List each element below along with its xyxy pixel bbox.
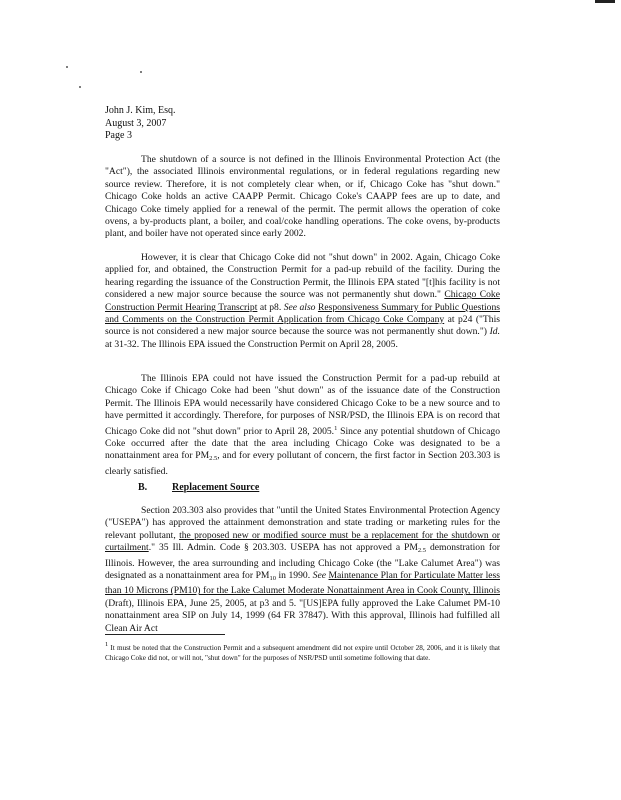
p2-text: However, it is clear that Chicago Coke did not "shut down" in 2002. Again, Chicago Coke applied for, and obtained, the Construction Permit for a pad-up rebuild of the facility. During the hearing regarding the issuance of the Construction Permit, the Illinois EPA stated "[t]his facility is not considered a new major source because the source was not permanently shut down." — [105, 252, 500, 301]
paragraph-replacement-source — [105, 505, 500, 635]
pm-subscript: 2.5 — [209, 455, 218, 463]
recipient-name: John J. Kim, Esq. — [105, 105, 176, 116]
p1-text: Act"), the associated Illinois environmental regulations, or in federal regulations regarding new source review. Therefore, it is not completely clear when, or if, Chicago Coke has "shut down." Chicago Coke holds an active CAAPP Permit. Chicago Coke's CAAPP fees are up to date, and Chicago Coke timely applied for a renewal of the permit. The permit allows the operation of coke ovens, a by-products plant, a boiler, and coal/coke handling operations. The coke ovens, by-products plant, and boiler have not operated since early 2002. — [105, 166, 500, 240]
footnote-divider — [105, 634, 225, 635]
scan-edge-mark — [595, 0, 615, 3]
p4-text: demonstration for Illinois. However, the area surrounding and including Chicago Coke (the "Lake Calumet Area") was designated as a nonattainment area for PM — [105, 542, 501, 582]
p2-text: at 31-32. The Illinois EPA issued the Construction Permit on April 28, 2005. — [105, 338, 398, 350]
scan-speck — [66, 66, 68, 68]
see-signal: See — [312, 570, 326, 582]
p4-text: Section 203.303 also provides that "until the United States Environmental Protection Agency ("USEPA") has approved the attainment demonstration and state trading or marketing rules for the relevant pollutant, — [105, 505, 500, 541]
footnote-reference: 1 — [334, 424, 338, 432]
footnote — [105, 640, 500, 663]
paragraph-nsr-psd — [105, 373, 500, 478]
section-title: Replacement Source — [172, 482, 260, 493]
p2-text: at p8. — [257, 301, 284, 313]
replacement-quote: the proposed new or modified source must be a replacement for the shutdown or curtailment — [105, 529, 501, 554]
p1-lead: The shutdown of a source is not defined in the Illinois Environmental Protection Act (the " — [105, 154, 500, 178]
p2-text: at p24 ("This source is not considered a new major source because the source was not permanently shut down.") — [105, 314, 500, 338]
section-heading — [138, 482, 259, 493]
p3-text: The Illinois EPA could not have issued the Construction Permit for a pad-up rebuild at Chicago Coke if Chicago Coke had been "shut down" as of the issuance date of the Construction Permit. The Illinois EPA would necessarily have considered Chicago Coke to be a new source and to have permitted it accordingly. Therefore, for purposes of NSR/PSD, the Illinois EPA is on record that Chicago Coke did not "shut down" prior to April 28, 2005. — [105, 373, 500, 437]
paragraph-construction-permit — [105, 252, 500, 351]
p4-text: (Draft), Illinois EPA, June 25, 2005, at p3 and 5. "[US]EPA fully approved the Lake Calumet PM-10 nonattainment area SIP on July 14, 1999 (64 FR 37847). With this approval, Illinois had fulfilled all Clean Air Act — [105, 597, 500, 634]
letter-header — [105, 105, 176, 143]
page-number: Page 3 — [105, 130, 132, 141]
p3-text: , and for every pollutant of concern, the first factor in Section 203.303 is clearly satisfied. — [105, 450, 500, 477]
letter-date: August 3, 2007 — [105, 117, 167, 129]
p4-text: in 1990. — [275, 570, 313, 582]
p3-text: Since any potential shutdown of Chicago Coke occurred after the date that the area including Chicago Coke was designated to be a nonattainment area for PM — [105, 425, 501, 462]
scan-speck — [79, 86, 81, 88]
maintenance-plan-citation: Maintenance Plan for Particulate Matter less than 10 Microns (PM10) for the Lake Calumet Moderate Nonattainment Area in Cook County, Illinois — [105, 570, 501, 597]
p4-text: ." 35 Ill. Admin. Code § 203.303. USEPA has not approved a PM — [148, 542, 418, 554]
paragraph-shutdown-definition — [105, 154, 500, 241]
footnote-text: It must be noted that the Construction Permit and a subsequent amendment did not expire until October 28, 2006, and it is likely that Chicago Coke did not, or will not, "shut down" for the purposes of NSR/PSD until sometime following that date. — [105, 644, 500, 662]
pm-subscript: 2.5 — [417, 547, 427, 555]
footnote-mark: 1 — [105, 641, 109, 648]
see-also-signal: See also — [283, 301, 316, 313]
scan-speck — [140, 71, 142, 73]
section-number: B. — [138, 482, 148, 493]
pm-subscript: 10 — [269, 575, 276, 583]
hearing-transcript-citation: Chicago Coke Construction Permit Hearing Transcript — [105, 289, 500, 313]
responsiveness-summary-citation: Responsiveness Summary for Public Questions and Comments on the Construction Permit Application from Chicago Coke Company — [105, 301, 500, 326]
id-signal: Id. — [489, 326, 500, 338]
